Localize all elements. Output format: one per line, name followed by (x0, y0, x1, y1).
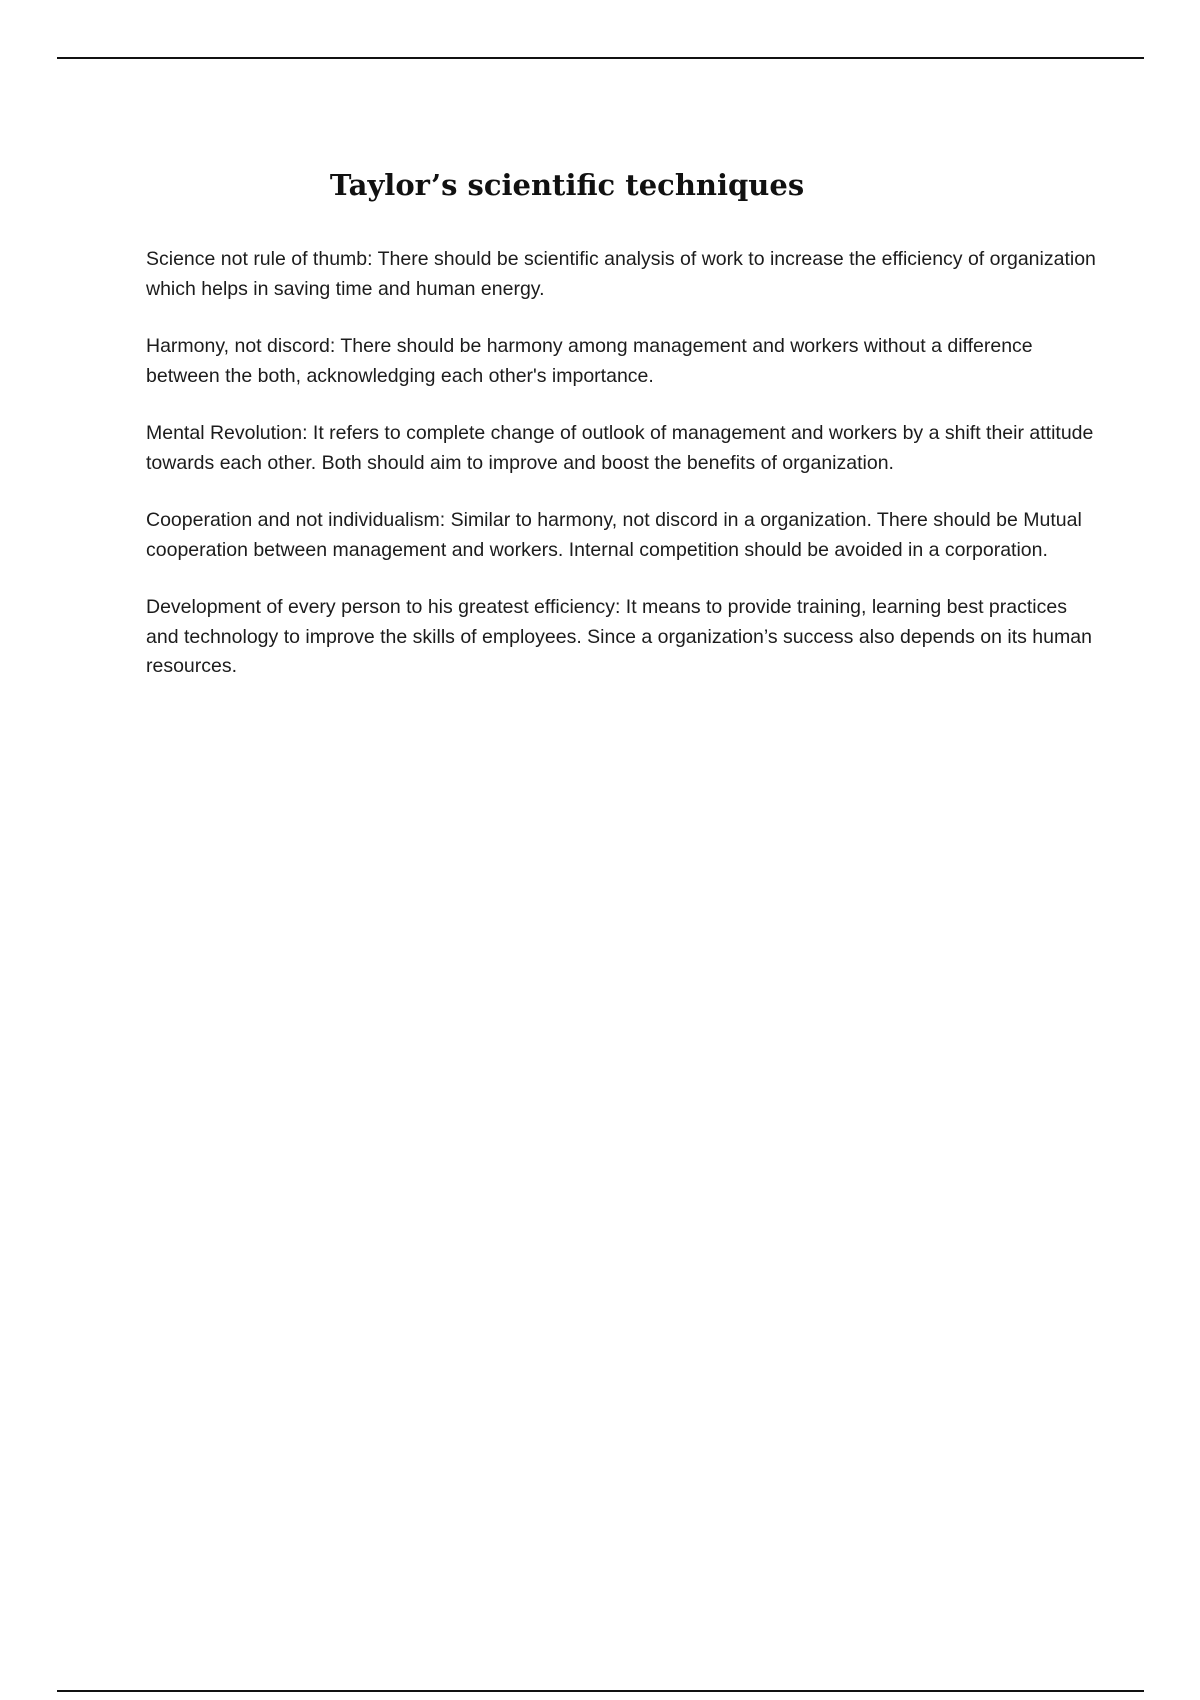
bottom-rule (57, 1690, 1144, 1692)
page-title: Taylor’s scientific techniques (329, 168, 805, 202)
paragraph-science-not-rule-of-thumb: Science not rule of thumb: There should be scientific analysis of work to increase the efficiency of organization which helps in saving time and human energy. (146, 248, 1096, 300)
paragraph-cooperation: Cooperation and not individualism: Similar to harmony, not discord in a organization. There should be Mutual cooperation between management and workers. Internal competition should be avoided in a corporation. (146, 509, 1082, 561)
top-rule (57, 57, 1144, 59)
paragraph-development: Development of every person to his greatest efficiency: It means to provide training, learning best practices and technology to improve the skills of employees. Since a organization’s success also depends on its human resources. (146, 596, 1092, 677)
paragraph-mental-revolution: Mental Revolution: It refers to complete change of outlook of management and workers by a shift their attitude towards each other. Both should aim to improve and boost the benefits of organization. (146, 422, 1094, 474)
document-body (146, 245, 1101, 710)
paragraph-harmony-not-discord: Harmony, not discord: There should be harmony among management and workers without a difference between the both, acknowledging each other's importance. (146, 335, 1033, 387)
